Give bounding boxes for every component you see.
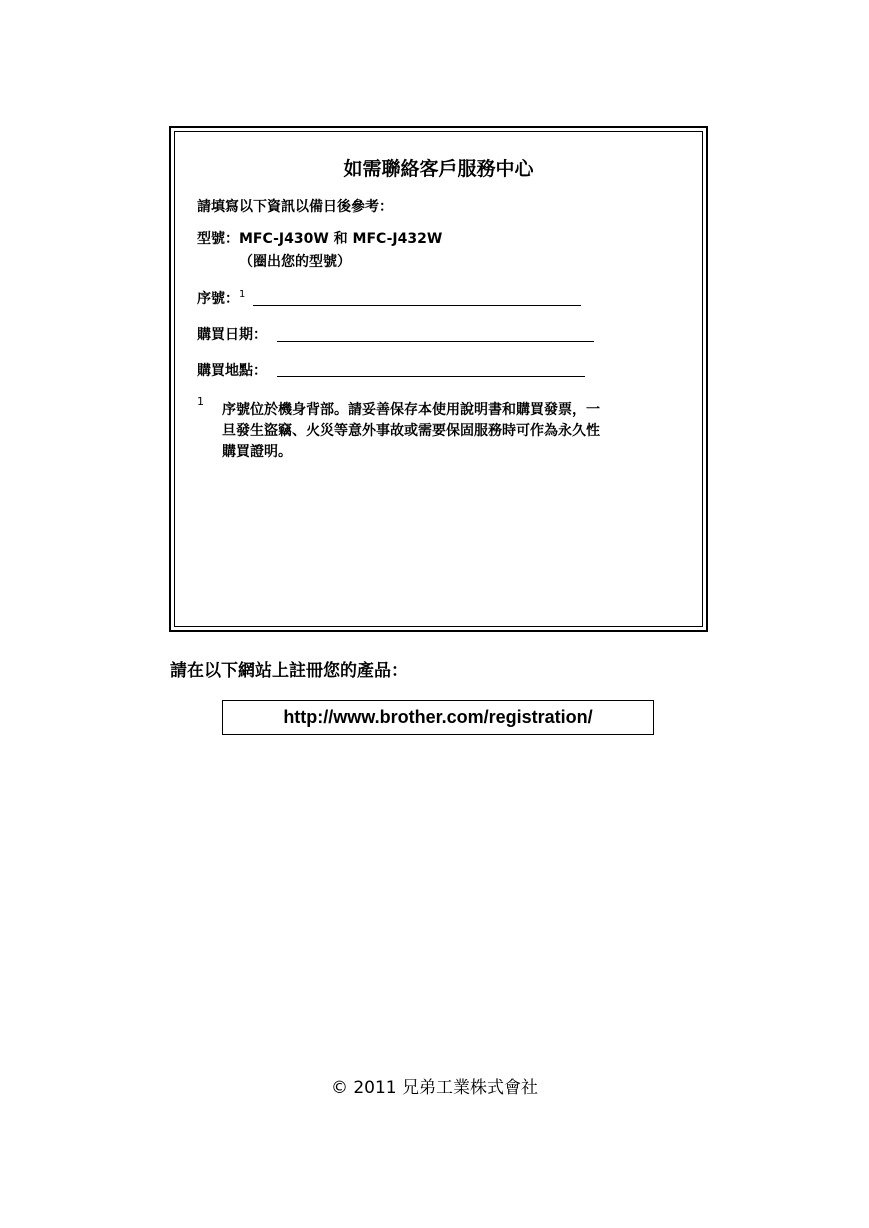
serial-footnote-ref: 1 xyxy=(239,289,246,300)
info-box-title: 如需聯絡客戶服務中心 xyxy=(343,158,534,180)
footnote-line: 序號位於機身背部。請妥善保存本使用說明書和購買發票，一 xyxy=(222,402,600,418)
purchase-date-fill-line xyxy=(277,341,594,342)
model-label: 型號： xyxy=(197,231,239,247)
info-instruction: 請填寫以下資訊以備日後參考： xyxy=(197,199,393,215)
model-value: MFC-J430W 和 MFC-J432W xyxy=(239,231,443,247)
customer-service-info-box xyxy=(169,126,708,632)
info-box-inner-frame xyxy=(174,131,703,627)
copyright-notice: © 2011 兄弟工業株式會社 xyxy=(330,1078,539,1098)
purchase-place-label: 購買地點： xyxy=(197,363,267,379)
registration-url-link[interactable]: http://www.brother.com/registration/ xyxy=(283,707,593,727)
model-row xyxy=(197,228,442,248)
footnote-line: 購買證明。 xyxy=(222,444,292,460)
purchase-date-label: 購買日期： xyxy=(197,327,267,343)
footnote-text xyxy=(222,400,692,463)
serial-label: 序號： xyxy=(197,291,239,307)
registration-url-box[interactable] xyxy=(222,700,654,735)
model-note: （圈出您的型號） xyxy=(239,254,351,270)
purchase-place-fill-line xyxy=(277,376,585,377)
serial-fill-line xyxy=(253,305,581,306)
registration-heading: 請在以下網站上註冊您的產品： xyxy=(170,661,408,681)
footnote-number: 1 xyxy=(197,395,204,408)
serial-row xyxy=(197,288,245,308)
footnote-line: 旦發生盜竊、火災等意外事故或需要保固服務時可作為永久性 xyxy=(222,423,600,439)
